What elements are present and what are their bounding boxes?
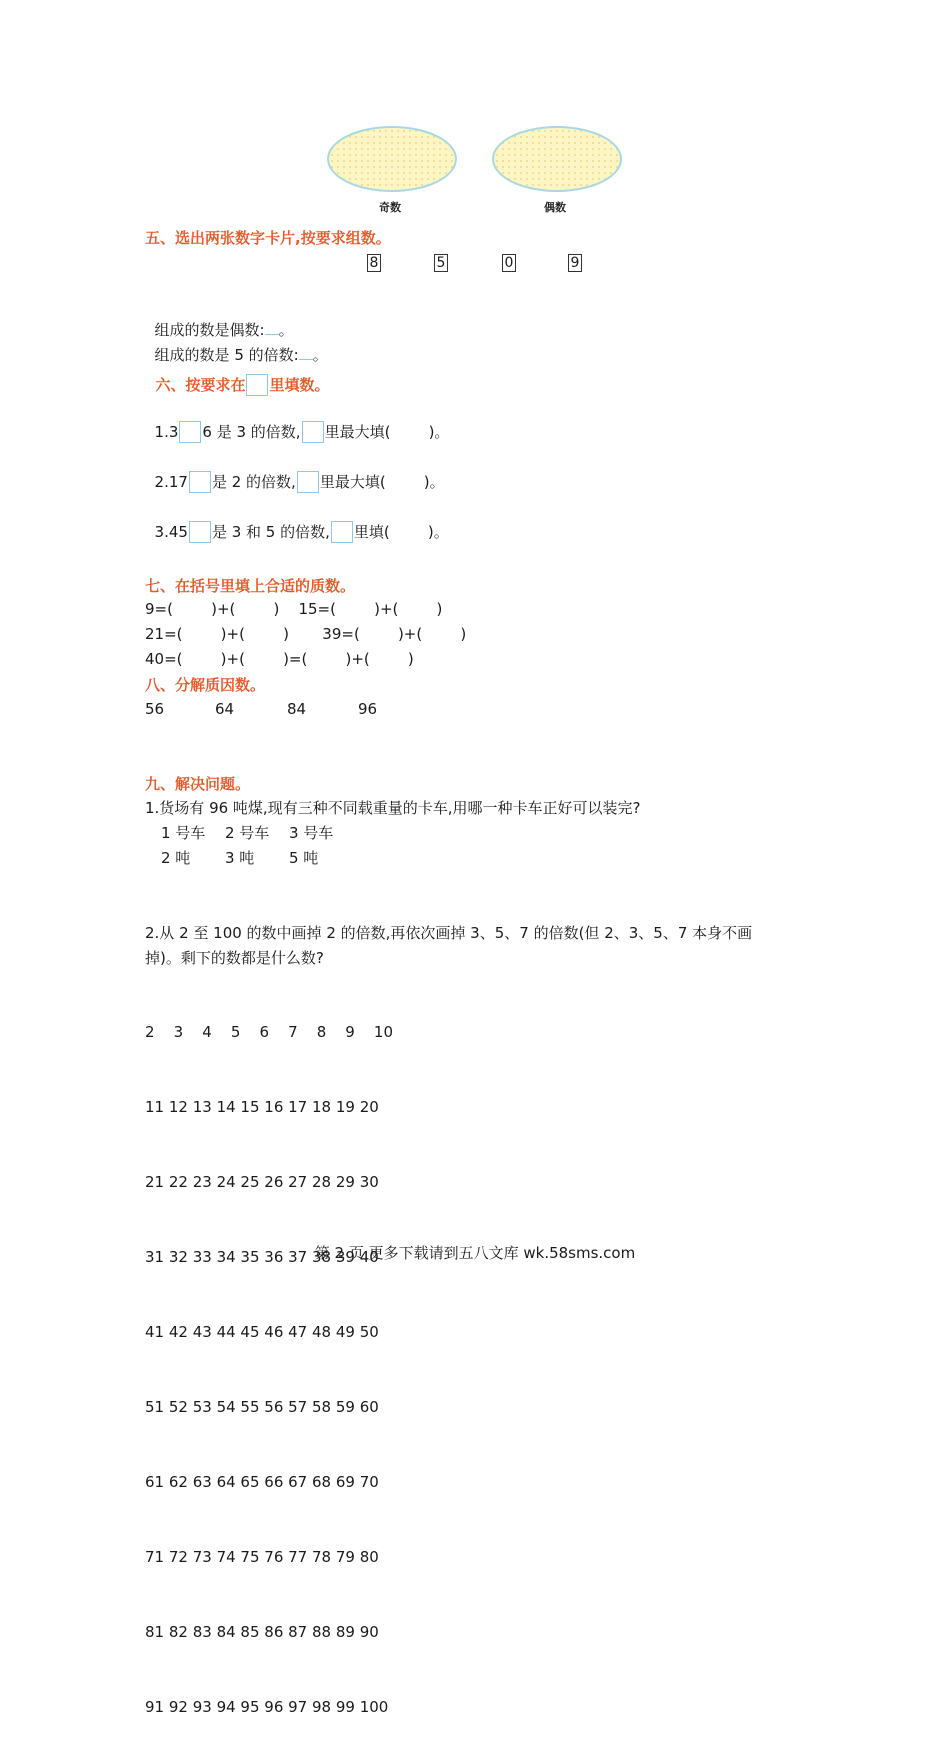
number-row: 81 82 83 84 85 86 87 88 89 90 <box>145 1623 379 1641</box>
digit-card: 0 <box>502 254 516 272</box>
page-footer: 第 2 页 更多下载请到五八文库 wk.58sms.com <box>314 1244 636 1262</box>
box-icon <box>302 421 324 443</box>
section5-title: 五、选出两张数字卡片,按要求组数。 <box>145 229 391 247</box>
multiple-of-5-label: 组成的数是 5 的倍数: <box>154 346 299 364</box>
q2-prefix: 2.17 <box>154 473 188 491</box>
factor-number: 64 <box>215 700 235 718</box>
prime-sum-line-3: 40=( )+( )=( )+( ) <box>145 650 414 668</box>
odd-label: 奇数 <box>379 201 401 214</box>
q1-suffix: 里最大填( )。 <box>324 423 450 441</box>
digit-card: 8 <box>367 254 381 272</box>
q2-middle: 是 2 的倍数, <box>211 473 296 491</box>
q3-middle: 是 3 和 5 的倍数, <box>211 523 330 541</box>
fill-box[interactable] <box>189 471 211 493</box>
odd-oval <box>327 126 457 192</box>
section6-title-b: 里填数。 <box>269 376 330 394</box>
section8-title: 八、分解质因数。 <box>145 676 266 694</box>
factor-number: 84 <box>287 700 307 718</box>
factor-number: 56 <box>145 700 165 718</box>
section6-title-a: 六、按要求在 <box>155 376 246 394</box>
prime-sum-line-2: 21=( )+( ) 39=( )+( ) <box>145 625 467 643</box>
factor-number: 96 <box>358 700 378 718</box>
truck-label: 2 号车 <box>225 824 270 842</box>
number-row: 2 3 4 5 6 7 8 9 10 <box>145 1023 394 1041</box>
truck-label: 3 号车 <box>289 824 334 842</box>
even-number-label: 组成的数是偶数: <box>154 321 265 339</box>
digit-card: 5 <box>434 254 448 272</box>
even-oval <box>492 126 622 192</box>
q2-suffix: 里最大填( )。 <box>319 473 445 491</box>
truck-load: 3 吨 <box>225 849 255 867</box>
question-6-1 <box>145 399 449 443</box>
q3-suffix: 里填( )。 <box>353 523 449 541</box>
question-6-2 <box>145 449 445 493</box>
q1-prefix: 1.3 <box>154 423 179 441</box>
fill-box[interactable] <box>189 521 211 543</box>
box-icon <box>331 521 353 543</box>
q1-middle: 6 是 3 的倍数, <box>202 423 301 441</box>
period: 。 <box>312 346 328 364</box>
box-icon <box>246 374 268 396</box>
question-6-3 <box>145 499 449 543</box>
truck-load: 5 吨 <box>289 849 319 867</box>
number-grid <box>145 970 393 1745</box>
number-row: 31 32 33 34 35 36 37 38 39 40 <box>145 1248 379 1266</box>
even-label: 偶数 <box>544 201 566 214</box>
number-row: 21 22 23 24 25 26 27 28 29 30 <box>145 1173 379 1191</box>
section7-title: 七、在括号里填上合适的质数。 <box>145 577 356 595</box>
problem-2-line-1: 2.从 2 至 100 的数中画掉 2 的倍数,再依次画掉 3、5、7 的倍数(但 2、3、5、7 本身不画 <box>145 924 753 942</box>
q3-prefix: 3.45 <box>154 523 188 541</box>
problem-2-line-2: 掉)。剩下的数都是什么数? <box>145 949 324 967</box>
truck-load: 2 吨 <box>161 849 191 867</box>
digit-card: 9 <box>568 254 582 272</box>
section9-title: 九、解决问题。 <box>145 775 251 793</box>
number-row: 11 12 13 14 15 16 17 18 19 20 <box>145 1098 379 1116</box>
prime-sum-line-1: 9=( )+( ) 15=( )+( ) <box>145 600 443 618</box>
number-row: 71 72 73 74 75 76 77 78 79 80 <box>145 1548 379 1566</box>
section6-title <box>145 352 329 396</box>
box-icon <box>297 471 319 493</box>
number-row: 91 92 93 94 95 96 97 98 99 100 <box>145 1698 389 1716</box>
problem-1: 1.货场有 96 吨煤,现有三种不同载重量的卡车,用哪一种卡车正好可以装完? <box>145 799 641 817</box>
period: 。 <box>278 321 294 339</box>
number-row: 51 52 53 54 55 56 57 58 59 60 <box>145 1398 379 1416</box>
fill-box[interactable] <box>179 421 201 443</box>
number-row: 41 42 43 44 45 46 47 48 49 50 <box>145 1323 379 1341</box>
truck-label: 1 号车 <box>161 824 206 842</box>
number-row: 61 62 63 64 65 66 67 68 69 70 <box>145 1473 379 1491</box>
